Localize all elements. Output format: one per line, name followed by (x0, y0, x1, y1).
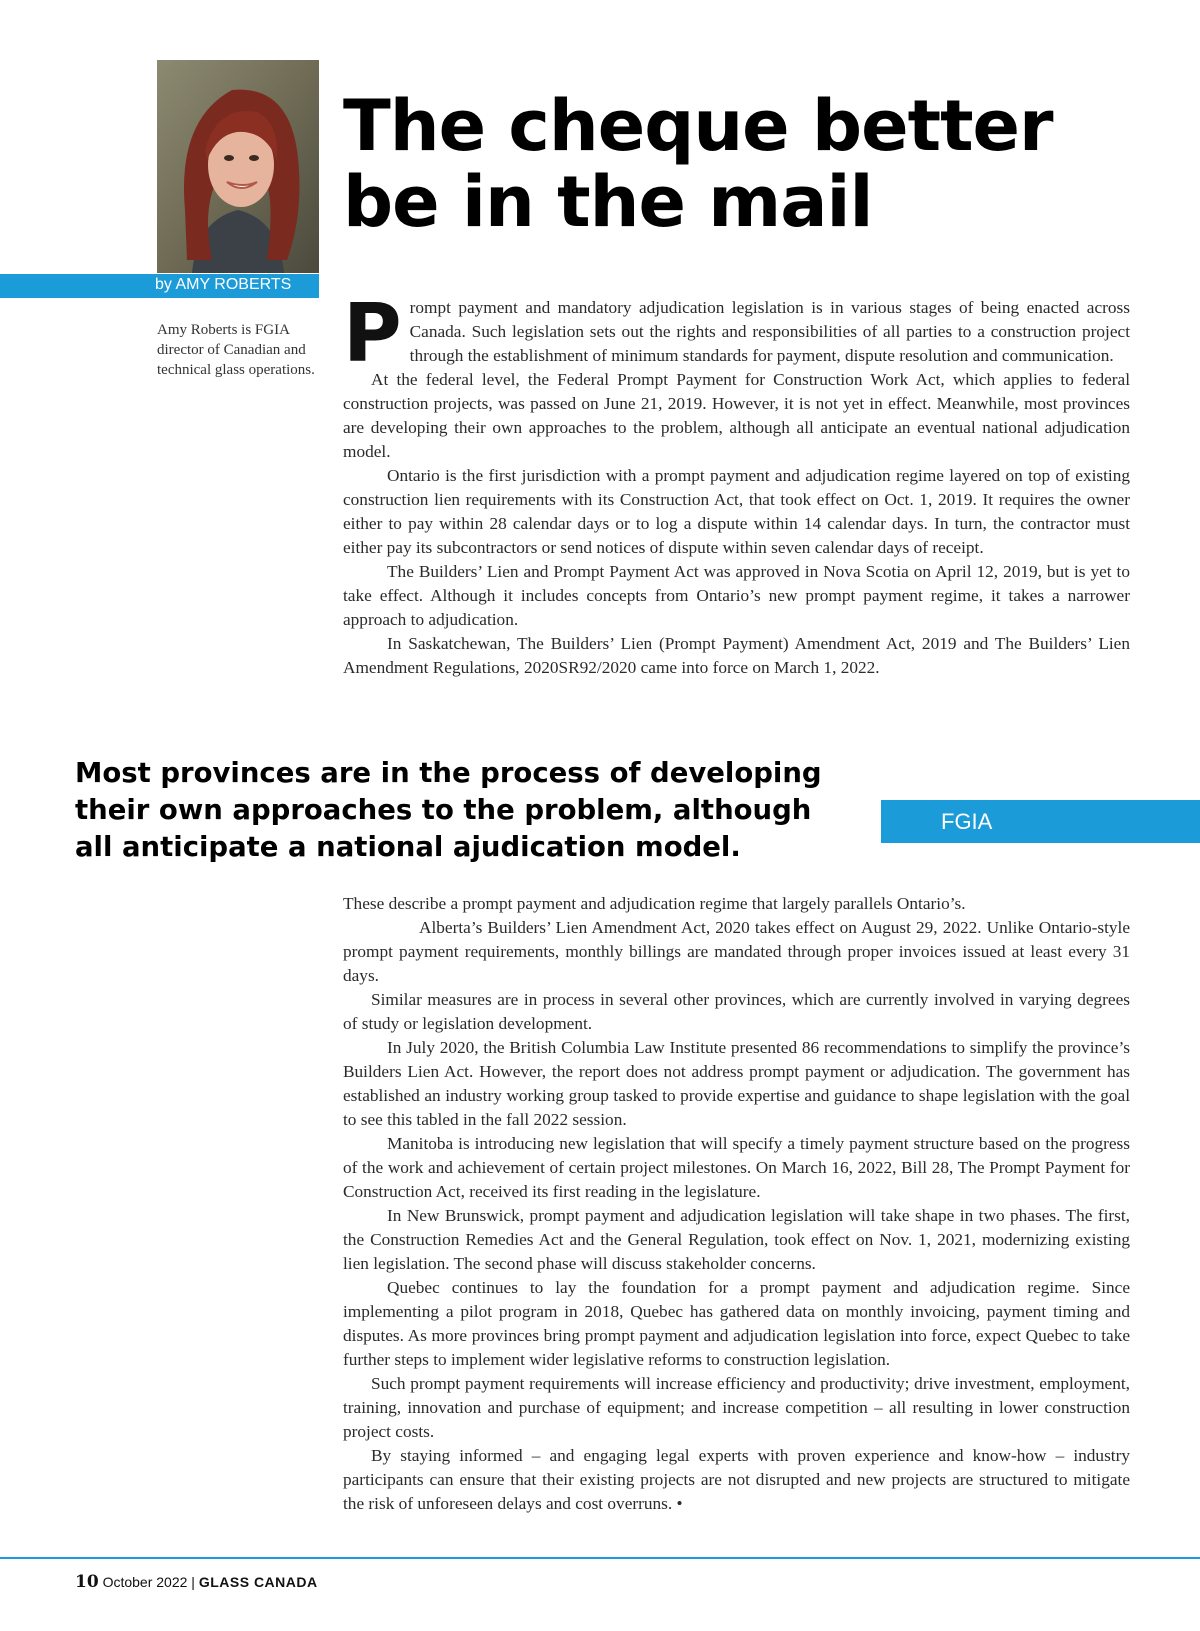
magazine-name: GLASS CANADA (198, 1574, 318, 1590)
body-paragraph: Quebec continues to lay the foundation for a prompt payment and adjudication regime. Since implementing a pilot program in 2018, Quebec has gathered data on monthly invoicing, payment timing and disputes. As more provinces bring prompt payment and adjudication legislation into force, expect Quebec to take further steps to implement wider legislative reforms to construction legislation. (343, 1278, 1130, 1369)
body-paragraph: The Builders’ Lien and Prompt Payment Act was approved in Nova Scotia on April 12, 2019, but is yet to take effect. Although it includes concepts from Ontario’s new prompt payment regime, it takes a narrower approach to adjudication. (343, 562, 1130, 629)
body-paragraph: At the federal level, the Federal Prompt Payment for Construction Work Act, which applies to federal construction projects, was passed on June 21, 2019. However, it is not yet in effect. Meanwhile, most provinces are developing their own approaches to the problem, although all anticipate an eventual national adjudication model. (343, 370, 1130, 461)
page-footer (75, 1572, 318, 1592)
first-paragraph (343, 287, 1130, 380)
body-paragraph: Alberta’s Builders’ Lien Amendment Act, 2020 takes effect on August 29, 2022. Unlike Ontario-style prompt payment requirements, monthly billings are mandated through proper invoices issued at least every 31 days. (343, 918, 1130, 985)
body-paragraph: By staying informed – and engaging legal experts with proven experience and know-how – industry participants can ensure that their existing projects are not disrupted and new projects are structured to mitigate the risk of unforeseen delays and cost overruns. • (343, 1446, 1130, 1513)
article-body-bottom (343, 892, 1130, 1516)
author-photo (157, 60, 319, 273)
section-label-bar (881, 800, 1200, 843)
footer-rule (0, 1557, 1200, 1559)
body-paragraph: Such prompt payment requirements will increase efficiency and productivity; drive investment, employment, training, innovation and purchase of equipment; and increase competition – all resulting in lower construction project costs. (343, 1374, 1130, 1441)
headline-line-1: The cheque better (343, 85, 1053, 167)
drop-cap: P (343, 287, 402, 380)
headline-line-2: be in the mail (343, 161, 873, 243)
body-paragraph: These describe a prompt payment and adjudication regime that largely parallels Ontario’s. (343, 894, 966, 913)
body-paragraph: Similar measures are in process in several other provinces, which are currently involved in varying degrees of study or legislation development. (343, 990, 1130, 1033)
pull-quote: Most provinces are in the process of developing their own approaches to the problem, although all anticipate a national ajudication model. (75, 757, 822, 863)
body-paragraph: Ontario is the first jurisdiction with a prompt payment and adjudication regime layered on top of existing construction lien requirements with its Construction Act, that took effect on Oct. 1, 2019. It requires the owner either to pay within 28 calendar days or to log a dispute within 14 calendar days. In turn, the contractor must either pay its subcontractors or send notices of dispute within seven calendar days of receipt. (343, 466, 1130, 557)
article-body-top (343, 287, 1130, 680)
issue-date: October 2022 | (102, 1574, 195, 1590)
page-number: 10 (75, 1572, 99, 1592)
byline-bar (0, 274, 319, 298)
body-paragraph: In Saskatchewan, The Builders’ Lien (Prompt Payment) Amendment Act, 2019 and The Builders’ Lien Amendment Regulations, 2020SR92/2020 came into force on March 1, 2022. (343, 634, 1130, 677)
article-headline (343, 85, 1173, 243)
byline: by AMY ROBERTS (155, 276, 292, 293)
body-paragraph: Manitoba is introducing new legislation that will specify a timely payment structure based on the progress of the work and achievement of certain project milestones. On March 16, 2022, Bill 28, The Prompt Payment for Construction Act, received its first reading in the legislature. (343, 1134, 1130, 1201)
author-bio: Amy Roberts is FGIA director of Canadian and technical glass operations. (157, 322, 315, 378)
body-paragraph: In July 2020, the British Columbia Law Institute presented 86 recommendations to simplify the province’s Builders Lien Act. However, the report does not address prompt payment or adjudication. The government has established an industry working group tasked to provide expertise and guidance to shape legislation with the goal to see this tabled in the fall 2022 session. (343, 1038, 1130, 1129)
section-label: FGIA (941, 809, 993, 834)
body-paragraph: In New Brunswick, prompt payment and adjudication legislation will take shape in two phases. The first, the Construction Remedies Act and the General Regulation, took effect on Nov. 1, 2021, modernizing existing lien legislation. The second phase will discuss stakeholder concerns. (343, 1206, 1130, 1273)
first-paragraph-text: rompt payment and mandatory adjudication legislation is in various stages of being enacted across Canada. Such legislation sets out the rights and responsibilities of all parties to a construction project through the establishment of minimum standards for payment, dispute resolution and communication. (409, 298, 1130, 365)
